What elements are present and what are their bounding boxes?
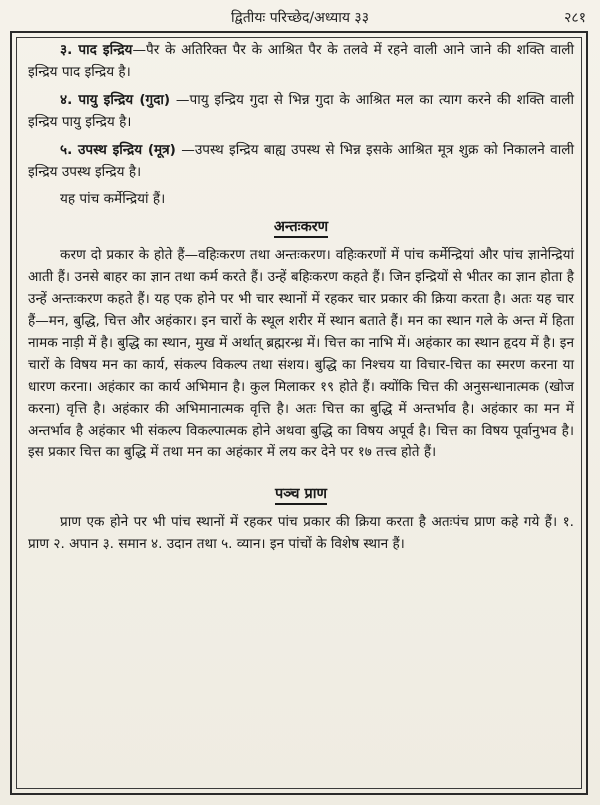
item-term: ५. उपस्थ इन्द्रिय (मूत्र) [60,141,176,158]
item-term: ४. पायु इन्द्रिय (गुदा) [60,91,171,108]
item-text: —पैर के अतिरिक्त पैर के आश्रित पैर के तलवे में रहने वाली आने जाने की शक्ति वाली इन्द्रिय पाद इन्द्रिय है। [28,42,575,80]
section-heading-antahkaran [28,217,574,239]
item-payu-indriya [28,90,574,134]
item-pada-indriya [28,40,574,84]
page-number: २८१ [564,10,586,26]
summary-line: यह पांच कर्मेन्द्रियां हैं। [60,191,166,208]
paragraph-pancha-prana: प्राण एक होने पर भी पांच स्थानों में रहकर पांच प्रकार की क्रिया करता है अतःपंच प्राण कहे गये हैं। १. प्राण २. अपान ३. समान ४. उदान तथा ५. व्यान। इन पांचों के विशेष स्थान हैं। [28,514,574,553]
section-heading-text: पञ्च प्राण [275,486,327,505]
running-header [0,6,600,30]
page-content [28,40,574,785]
item-text: —पायु इन्द्रिय गुदा से भिन्न गुदा के आश्रित मल का त्याग करने की शक्ति वाली इन्द्रिय पायु इन्द्रिय है। [28,91,574,130]
item-text: —उपस्थ इन्द्रिय बाह्य उपस्थ से भिन्न इसके आश्रित मूत्र शुक्र को निकालने वाली इन्द्रिय उपस्थ इन्द्रिय है। [28,141,574,180]
section-heading-pancha-prana [28,484,574,506]
section-heading-text: अन्तःकरण [274,219,328,238]
paragraph-antahkaran: करण दो प्रकार के होते हैं—वहिःकरण तथा अन्तःकरण। वहिःकरणों में पांच कर्मेन्द्रियां और पांच ज्ञानेन्द्रियां आती हैं। उनसे बाहर का ज्ञान तथा कर्म करते हैं। उन्हें बहिःकरण कहते हैं। जिन इन्द्रियों से भीतर का ज्ञान होता है उन्हें अन्तःकरण कहते हैं। यह एक होने पर भी चार स्थानों में रहकर चार प्रकार की क्रिया करता है। अतः यह चार हैं—मन, बुद्धि, चित्त और अहंकार। इन चारों के स्थूल शरीर में स्थान बताते हैं। मन का स्थान गले के अन्त में हिता नामक नाड़ी में है। बुद्धि का स्थान, मुख में अर्थात् ब्रह्मरन्ध्र में। चित्त का नाभि में। अहंकार का स्थान हृदय में है। इन चारों के विषय मन का कार्य, संकल्प विकल्प तथा संशय। बुद्धि का निश्चय या विचार-चित्त का स्मरण करना या धारण करना। अहंकार का कार्य अभिमान है। कुल मिलाकर १९ होते हैं। क्योंकि चित्त की अनुसन्धानात्मक (खोज करना) वृत्ति है। अहंकार की अभिमानात्मक वृत्ति है। अतः चित्त का बुद्धि में अन्तर्भाव है। अहंकार का मन में अन्तर्भाव है अहंकार भी संकल्प विकल्पात्मक होने अथवा बुद्धि का विषय अपूर्व है। चित्त का विषय पूर्वानुभव है। इस प्रकार चित्त का बुद्धि में तथा मन का अहंकार में लय कर देने पर १७ तत्त्व होते हैं। [28,247,574,461]
item-upastha-indriya [28,140,574,184]
item-term: ३. पाद इन्द्रिय [60,42,133,58]
chapter-title: द्वितीयः परिच्छेद/अध्याय ३३ [231,10,369,26]
